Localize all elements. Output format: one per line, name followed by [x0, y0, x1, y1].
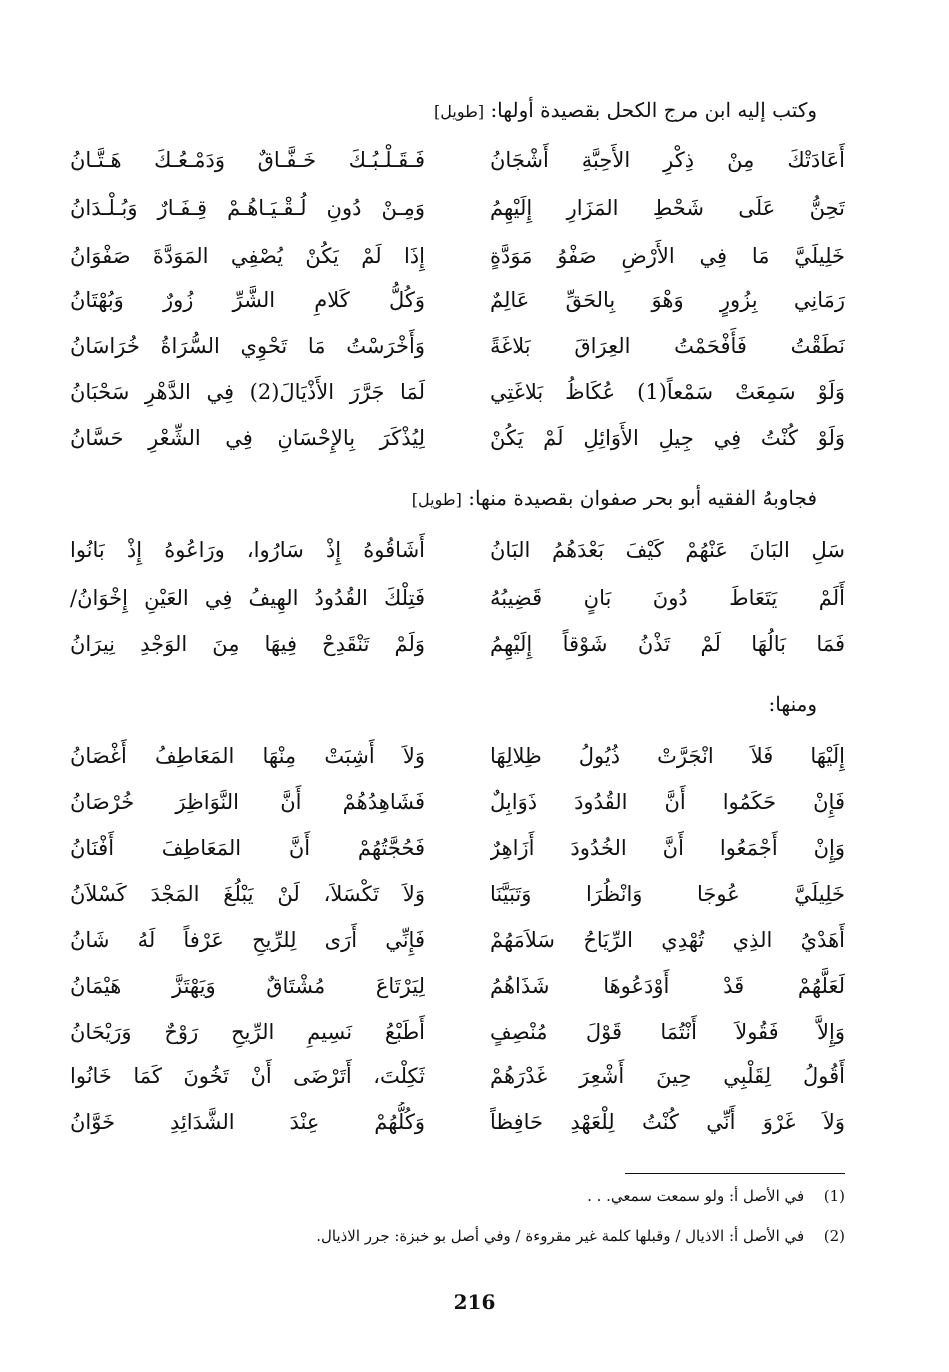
second-hemistich: ثَكِلْتَ، أَتَرْضَى أَنْ تَخُونَ كَمَا خَانُوا — [70, 1064, 425, 1088]
first-hemistich: وَلاَ غَرْوَ أَنِّي كُنْتُ لِلْعَهْدِ حَافِظاً — [490, 1110, 845, 1134]
second-hemistich: فَـقَـلْـبُـكَ خَـفَّـاقٌ وَدَمْـعُـكَ هَـتَّـانُ — [70, 148, 425, 172]
second-hemistich: وَلَمْ تَنْقَدِحْ فِيهَا مِنَ الوَجْدِ نِيرَانُ — [70, 632, 425, 656]
first-hemistich: وَلَوْ كُنْتُ فِي جِيلِ الأَوَائِلِ لَمْ يَكُنْ — [490, 426, 845, 450]
first-hemistich: تَحِنُّ عَلَى شَحْطِ المَزَارِ إِلَيْهِمُ — [490, 196, 845, 220]
verse-row — [70, 418, 845, 458]
footnote — [587, 1187, 845, 1205]
second-hemistich: وَكُلُّهُمْ عِنْدَ الشَّدَائِدِ خَوَّانُ — [70, 1110, 425, 1134]
verse-row — [70, 140, 845, 180]
verse-row — [70, 280, 845, 320]
verse-row — [70, 736, 845, 776]
verse-row — [70, 782, 845, 822]
second-hemistich: وَأَخْرَسْتُ مَا تَحْوِي السُّرَاةُ خُرَاسَانُ — [70, 334, 425, 358]
meter-label: [طويل] — [411, 490, 462, 509]
second-hemistich: لِيُذْكَرَ بِالإِحْسَانِ فِي الشِّعْرِ حَسَّانُ — [70, 426, 425, 450]
second-hemistich: لَمَا جَرَّرَ الأَذْيَالَ(2) فِي الدَّهْرِ سَحْبَانُ — [70, 380, 425, 404]
verse-row — [70, 1012, 845, 1052]
first-hemistich: رَمَانِي بِزُورٍ وَهْوَ بِالحَقِّ عَالِمٌ — [490, 288, 845, 312]
first-hemistich: إِلَيْهَا فَلاَ انْجَرَّتْ ذُيُولُ ظِلالِهَا — [490, 744, 845, 768]
verse-row — [70, 624, 845, 664]
intro-text: وكتب إليه ابن مرج الكحل بقصيدة أولها: — [490, 98, 817, 122]
second-hemistich: فَإِنِّي أَرَى لِلرِّيحِ عَرْفاً لَهُ شَانُ — [70, 928, 425, 952]
first-hemistich: أَعَادَتْكَ مِنْ ذِكْرِ الأَحِبَّةِ أَشْجَانُ — [490, 148, 845, 172]
section-intro — [769, 692, 817, 716]
first-hemistich: سَلِ البَانَ عَنْهُمْ كَيْفَ بَعْدَهُمُ البَانُ — [490, 538, 845, 562]
second-hemistich: فَحُجَّتُهُمْ أَنَّ المَعَاطِفَ أَفْنَانُ — [70, 836, 425, 860]
intro-text: ومنها: — [768, 692, 817, 716]
footnote — [316, 1227, 845, 1245]
first-hemistich: وَإِنْ أَجْمَعُوا أَنَّ الخُدُودَ أَزَاهِرٌ — [490, 836, 845, 860]
first-hemistich: أَقُولُ لِقَلْبِي حِينَ أَشْعِرَ غَدْرَهُمْ — [490, 1064, 845, 1088]
meter-label: [طويل] — [434, 102, 485, 121]
second-hemistich: لِيَرْتَاعَ مُشْتَاقٌ وَيَهْتَزَّ هَيْمَانُ — [70, 974, 425, 998]
verse-row — [70, 966, 845, 1006]
footnote-number: (1) — [823, 1187, 845, 1205]
verse-row — [70, 1102, 845, 1142]
page-number: 216 — [453, 1290, 496, 1314]
second-hemistich: إِذَا لَمْ يَكُنْ يُصْفِي المَوَدَّةَ صَفْوَانُ — [70, 244, 425, 268]
second-hemistich: أَطَبْعُ نَسِيمِ الرِّيحِ رَوْحٌ وَرَيْحَانُ — [70, 1020, 425, 1044]
footnote-text: في الأصل أ: ولو سمعت سمعي. . . — [587, 1187, 805, 1205]
intro-text: فجاوبهُ الفقيه أبو بحر صفوان بقصيدة منها: — [468, 486, 817, 510]
second-hemistich: وَلاَ أَشِبَتْ مِنْهَا المَعَاطِفُ أَغْصَانُ — [70, 744, 425, 768]
first-hemistich: نَطَقْتُ فَأَفْحَمْتُ العِرَاقَ بَلاغَةً — [490, 334, 845, 358]
verse-row — [70, 372, 845, 412]
footnote-number: (2) — [823, 1227, 845, 1245]
second-hemistich: وَلاَ تَكْسَلاَ، لَنْ يَبْلُغَ المَجْدَ كَسْلاَنُ — [70, 882, 425, 906]
second-hemistich: أَشَاقُوهُ إِذْ سَارُوا، ورَاعُوهُ إِذْ بَانُوا — [70, 538, 425, 562]
verse-row — [70, 578, 845, 618]
first-hemistich: وَلَوْ سَمِعَتْ سَمْعاً(1) عُكَاظُ بَلاغَتِي — [490, 380, 845, 404]
second-hemistich: وَكُلُّ كَلامِ الشَّرِّ زُورٌ وَبُهْتَانُ — [70, 288, 425, 312]
verse-row — [70, 874, 845, 914]
first-hemistich: فَمَا بَالُهَا لَمْ تَذْنُ شَوْقاً إِلَيْهِمُ — [490, 632, 845, 656]
first-hemistich: خَلِيلَيَّ عُوجَا وَانْظُرَا وَتَبَيَّنَا — [490, 882, 845, 906]
footnote-text: في الأصل أ: الاذيال / وقبلها كلمة غير مقروءة / وفي أصل بو خبزة: جرر الاذيال. — [316, 1227, 805, 1245]
footnote-divider — [625, 1173, 845, 1174]
verse-row — [70, 530, 845, 570]
verse-row — [70, 920, 845, 960]
first-hemistich: أَهَدْيُ الذِي تُهْدِي الرِّيَاحُ سَلاَمَهُمْ — [490, 928, 845, 952]
first-hemistich: لَعَلَّهُمْ قَدْ أَوْدَعُوهَا شَذَاهُمُ — [490, 974, 845, 998]
verse-row — [70, 236, 845, 276]
second-hemistich: فَتِلْكَ القُدُودُ الهِيفُ فِي العَيْنِ إِخْوَانُ/ — [70, 586, 425, 610]
first-hemistich: خَلِيلَيَّ مَا فِي الأَرْضِ صَفْوُ مَوَدَّةٍ — [490, 244, 845, 268]
second-hemistich: فَشَاهِدُهُمْ أَنَّ النَّوَاظِرَ خُرْصَانُ — [70, 790, 425, 814]
section-intro — [412, 486, 817, 510]
verse-row — [70, 1056, 845, 1096]
second-hemistich: وَمِـنْ دُونِ لُـقْـيَـاهُـمْ قِـفَـارٌ وَبُـلْـدَانُ — [70, 196, 425, 220]
first-hemistich: أَلَمْ يَتَعَاطَ دُونَ بَانٍ قَضِيبُهُ — [490, 586, 845, 610]
verse-row — [70, 326, 845, 366]
section-intro — [434, 98, 817, 122]
first-hemistich: وَإِلاَّ فَقُولاَ أَنْتُمَا قَوْلَ مُنْصِفٍ — [490, 1020, 845, 1044]
verse-row — [70, 828, 845, 868]
verse-row — [70, 188, 845, 228]
first-hemistich: فَإِنْ حَكَمُوا أَنَّ القُدُودَ ذَوَابِلٌ — [490, 790, 845, 814]
